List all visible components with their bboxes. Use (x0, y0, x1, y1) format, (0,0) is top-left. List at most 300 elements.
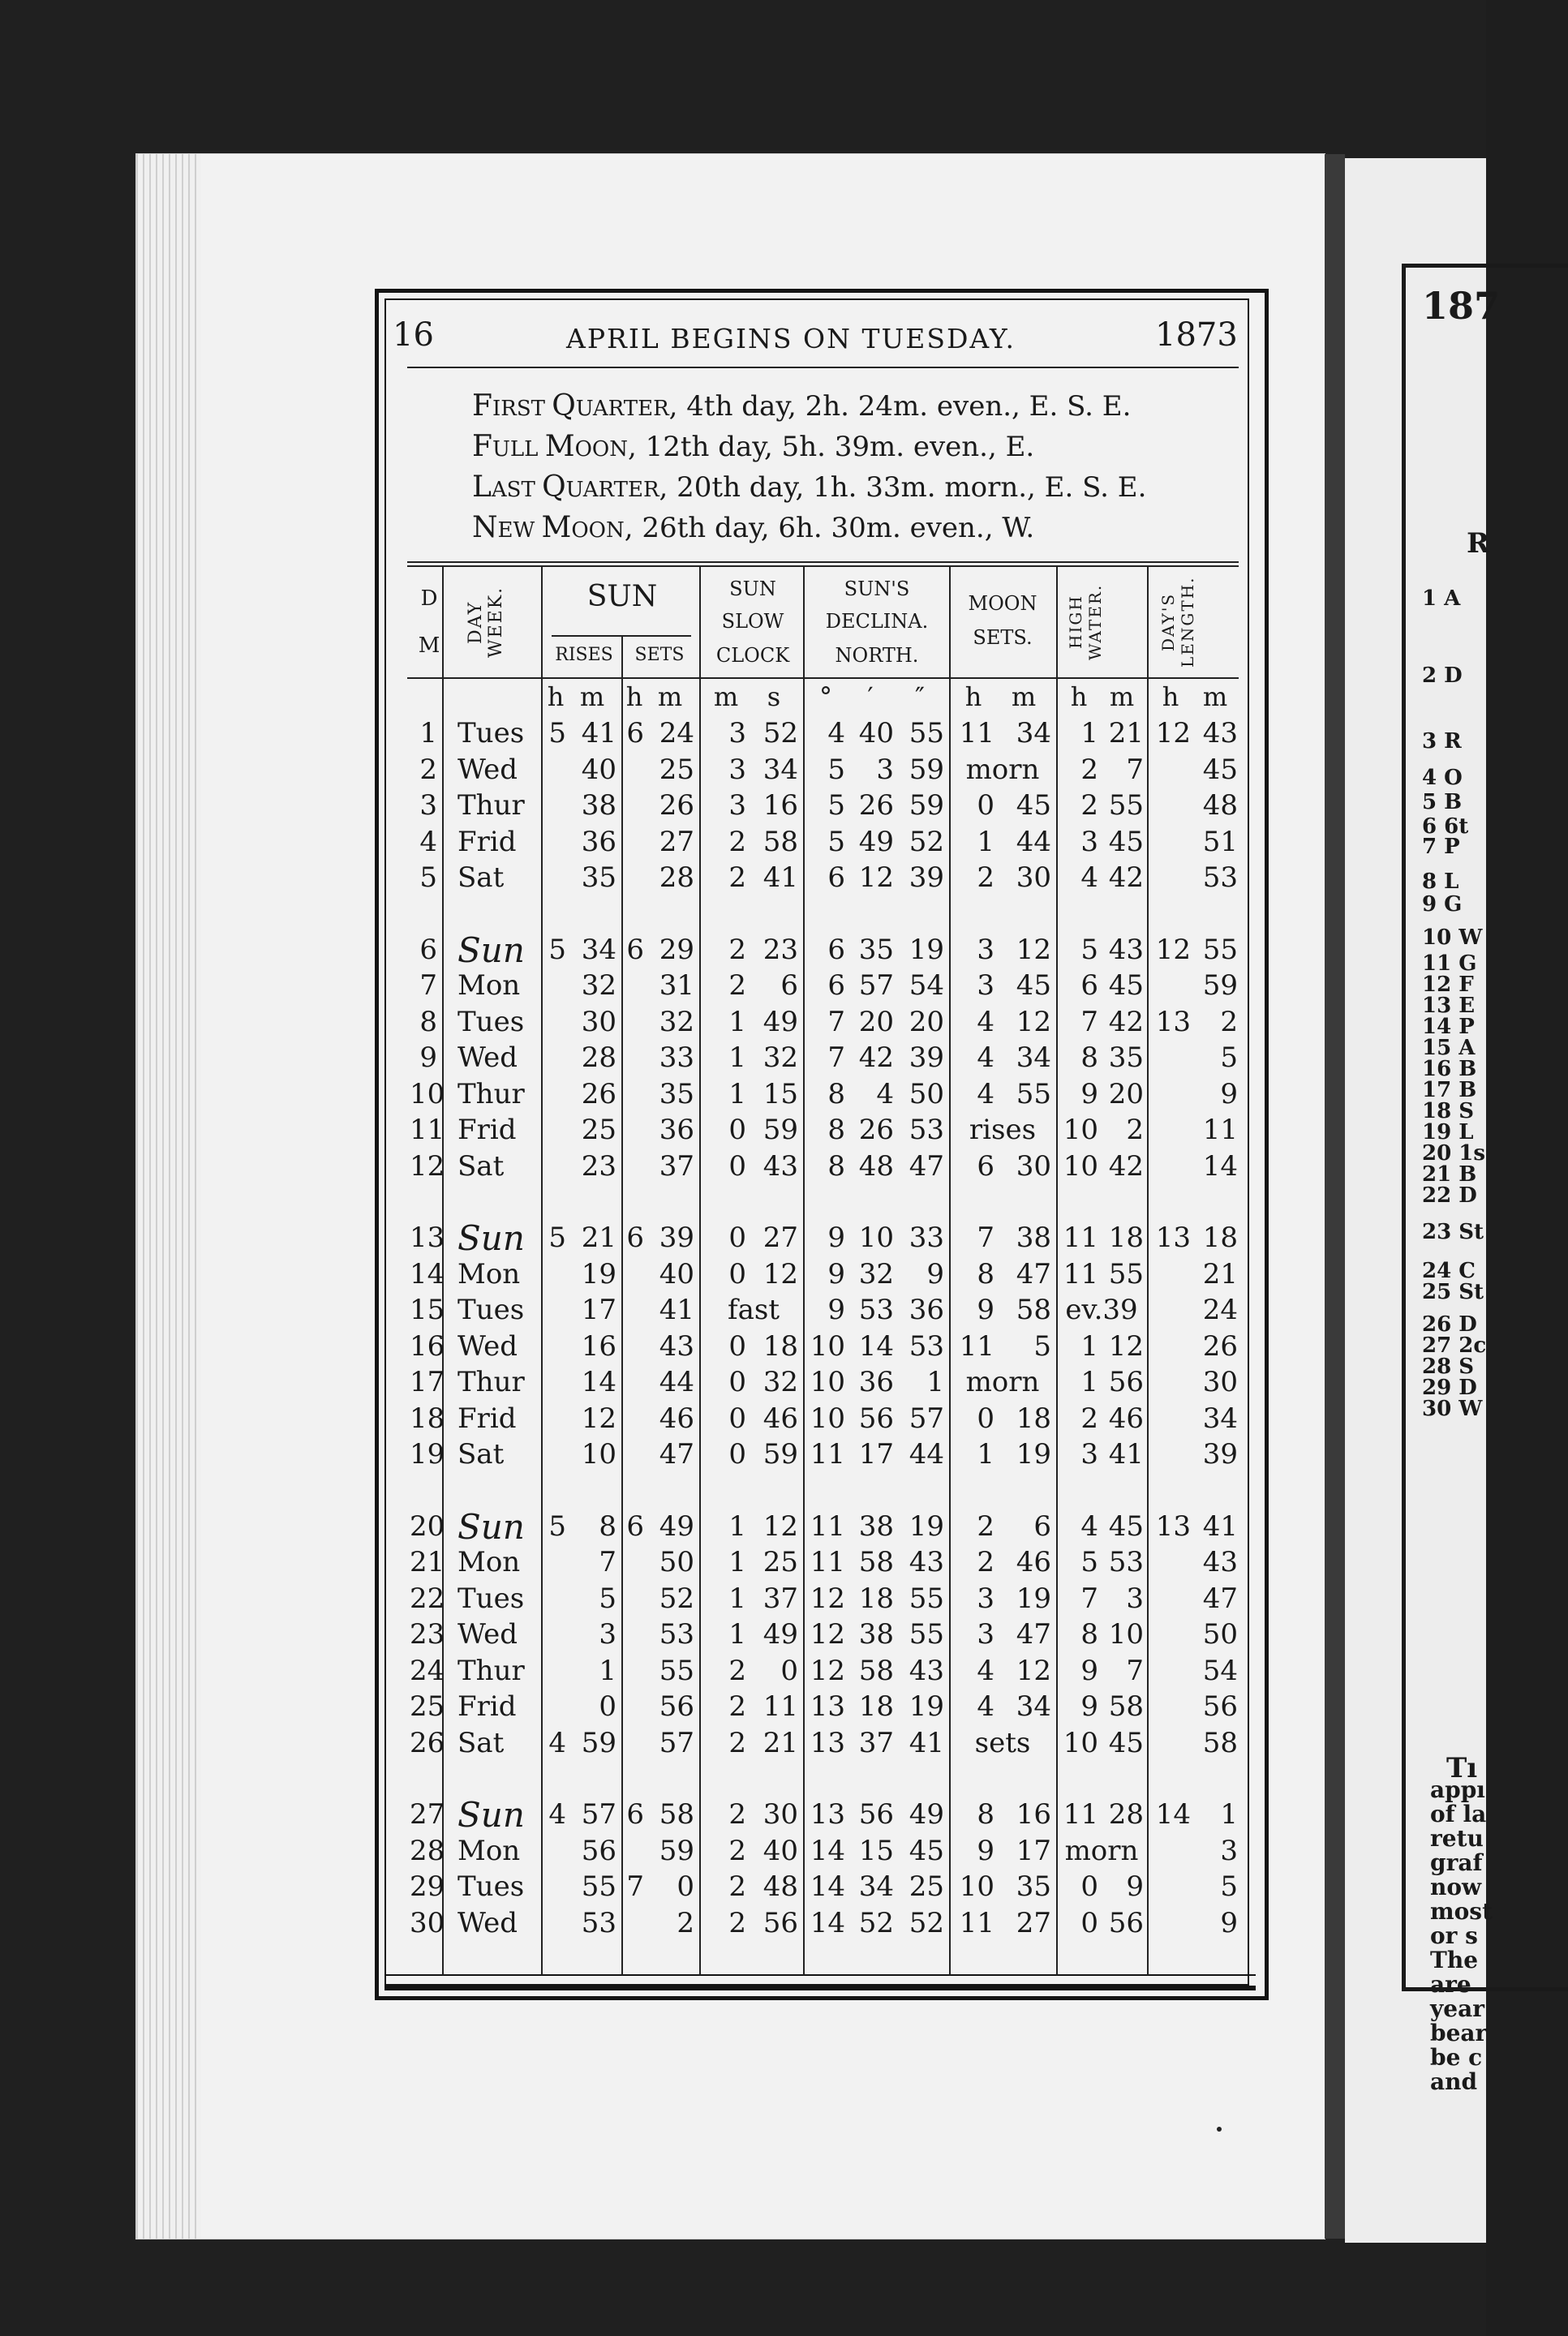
unit-label: ′ (867, 681, 874, 712)
cell-sh: 6 (626, 1222, 644, 1254)
cell-hh: 0 (1080, 1906, 1098, 1939)
cell-rm: 17 (581, 1294, 616, 1326)
next-page-line: 9 G (1422, 892, 1463, 917)
cell-lm: 34 (1202, 1402, 1238, 1435)
cell-ds: 39 (909, 861, 944, 894)
cell-sm: 43 (659, 1329, 694, 1363)
cell-d: 26 (410, 1726, 445, 1759)
col-d: D (420, 586, 438, 611)
moon-phase-name-rest: AST (491, 478, 543, 502)
cell-dm: 49 (858, 825, 894, 858)
cell-dw: Frid (458, 825, 517, 858)
cell-d: 7 (419, 969, 437, 1002)
next-page-para-line: are (1430, 1971, 1471, 1998)
book-gutter (1325, 154, 1345, 2239)
unit-label: m (579, 681, 605, 712)
cell-sm: 56 (659, 1690, 694, 1723)
cell-rm: 57 (581, 1798, 616, 1831)
cell-hm: 42 (1108, 1149, 1144, 1183)
cell-dw: Tues (458, 1582, 525, 1615)
cell-ds: 57 (909, 1402, 944, 1435)
cell-rm: 19 (581, 1257, 616, 1290)
vline-clock (803, 565, 805, 1975)
cell-dd: 7 (827, 1041, 845, 1074)
cell-cm: 0 (728, 1366, 746, 1398)
cell-d: 16 (410, 1329, 445, 1363)
cell-hh: 1 (1080, 1366, 1098, 1398)
cell-mh: 0 (977, 789, 994, 822)
cell-cm: fast (728, 1294, 780, 1326)
col-days-length: DAY'S LENGTH. (1158, 576, 1197, 668)
cell-dw: Sat (458, 1149, 505, 1183)
vline-decl (949, 565, 951, 1975)
cell-dd: 9 (827, 1294, 845, 1326)
cell-rm: 28 (581, 1041, 616, 1074)
cell-lm: 1 (1220, 1798, 1238, 1831)
cell-sm: 31 (659, 969, 694, 1002)
cell-ds: 19 (909, 1690, 944, 1723)
cell-rm: 40 (581, 753, 616, 786)
cell-cm: 3 (728, 717, 746, 749)
cell-cm: 0 (728, 1438, 746, 1471)
cell-cm: 2 (728, 1798, 746, 1831)
cell-mh: 9 (977, 1834, 994, 1867)
unit-label: h (964, 681, 982, 712)
cell-sm: 39 (659, 1222, 694, 1254)
moon-phase-name-rest: IRST (492, 397, 552, 421)
cell-rm: 12 (581, 1402, 616, 1435)
cell-rm: 35 (581, 861, 616, 894)
cell-dd: 11 (810, 1438, 845, 1471)
unit-label: h (1070, 681, 1088, 712)
cell-dm: 52 (858, 1906, 894, 1939)
cell-d: 2 (419, 753, 437, 786)
cell-hh: 3 (1080, 825, 1098, 858)
cell-lh: 12 (1155, 717, 1191, 749)
cell-lm: 48 (1202, 789, 1238, 822)
cell-dw: Thur (458, 1077, 525, 1110)
cell-hh: 1 (1080, 717, 1098, 749)
next-page-para-line: of la (1430, 1801, 1487, 1827)
cell-lm: 18 (1202, 1222, 1238, 1254)
cell-mm: 44 (1016, 825, 1051, 858)
cell-mh: 4 (977, 1005, 994, 1038)
cell-hm: 55 (1108, 1257, 1144, 1290)
cell-rm: 3 (599, 1618, 616, 1651)
cell-hh: 10 (1063, 1726, 1098, 1759)
next-page-line: 13 E (1422, 994, 1476, 1018)
cell-mm: 47 (1016, 1257, 1051, 1290)
col-day-week: DAY WEEK. (466, 586, 506, 659)
next-page-para-line: now (1430, 1874, 1482, 1900)
cell-lh: 12 (1155, 933, 1191, 966)
cell-cm: 1 (728, 1582, 746, 1615)
cell-rh: 4 (548, 1798, 566, 1831)
moon-phase-detail: , 4th day, 2h. 24m. even., E. S. E. (668, 390, 1132, 423)
cell-hh: 5 (1080, 1546, 1098, 1578)
cell-dw: Thur (458, 789, 525, 822)
moon-phase-name-cap2: M (541, 511, 572, 544)
cell-rm: 14 (581, 1366, 616, 1398)
cell-hh: 0 (1080, 1870, 1098, 1903)
cell-dm: 20 (858, 1005, 894, 1038)
cell-mh: 3 (977, 969, 994, 1002)
cell-dw: Mon (458, 1546, 521, 1578)
cell-mh: morn (965, 753, 1040, 786)
cell-dm: 3 (876, 753, 894, 786)
cell-cm: 0 (728, 1149, 746, 1183)
col-decl-1: SUN'S (844, 578, 910, 600)
cell-hm: 10 (1108, 1618, 1144, 1651)
next-page-line: 15 A (1422, 1036, 1476, 1060)
cell-d: 19 (410, 1438, 445, 1471)
page-title: APRIL BEGINS ON TUESDAY. (566, 323, 1016, 354)
cell-dw: Sun (458, 1506, 525, 1547)
cell-rm: 8 (599, 1509, 616, 1543)
cell-sm: 33 (659, 1041, 694, 1074)
col-rises: RISES (555, 645, 613, 665)
cell-dd: 5 (827, 789, 845, 822)
cell-d: 30 (410, 1906, 445, 1939)
cell-cs: 37 (763, 1582, 798, 1615)
cell-cs: 15 (763, 1077, 798, 1110)
cell-cs: 11 (763, 1690, 798, 1723)
cell-d: 25 (410, 1690, 445, 1723)
cell-dm: 56 (858, 1798, 894, 1831)
cell-lm: 2 (1220, 1005, 1238, 1038)
cell-dm: 40 (858, 717, 894, 749)
cell-d: 13 (410, 1222, 445, 1254)
cell-cs: 32 (763, 1041, 798, 1074)
cell-sm: 59 (659, 1834, 694, 1867)
cell-ds: 9 (926, 1257, 944, 1290)
cell-cm: 0 (728, 1222, 746, 1254)
cell-hm: 45 (1108, 1509, 1144, 1543)
cell-dm: 26 (858, 1114, 894, 1146)
cell-dd: 10 (810, 1329, 845, 1363)
cell-lm: 14 (1202, 1149, 1238, 1183)
next-page-line: 8 L (1422, 870, 1459, 894)
cell-hh: ev.39 (1065, 1294, 1138, 1326)
cell-cs: 34 (763, 753, 798, 786)
cell-hm: 45 (1108, 825, 1144, 858)
vline-sets (699, 565, 701, 1975)
cell-hm: 21 (1108, 717, 1144, 749)
cell-ds: 19 (909, 1509, 944, 1543)
cell-cs: 23 (763, 933, 798, 966)
cell-rh: 5 (548, 1509, 566, 1543)
cell-cs: 30 (763, 1798, 798, 1831)
cell-mm: 55 (1016, 1077, 1051, 1110)
next-page-para-line: or s (1430, 1922, 1478, 1949)
cell-d: 17 (410, 1366, 445, 1398)
cell-hm: 58 (1108, 1690, 1144, 1723)
cell-cm: 3 (728, 789, 746, 822)
cell-mh: 8 (977, 1257, 994, 1290)
cell-dm: 38 (858, 1618, 894, 1651)
cell-dw: Thur (458, 1654, 525, 1687)
cell-mh: 4 (977, 1654, 994, 1687)
cell-hm: 7 (1126, 1654, 1144, 1687)
moon-phase-name-rest2: OON (571, 518, 625, 543)
cell-mh: 2 (977, 1546, 994, 1578)
cell-ds: 55 (909, 717, 944, 749)
cell-cs: 43 (763, 1149, 798, 1183)
cell-hm: 42 (1108, 861, 1144, 894)
cell-mm: 19 (1016, 1582, 1051, 1615)
cell-hh: 11 (1063, 1798, 1098, 1831)
next-page-line: R (1467, 527, 1490, 560)
cell-ds: 25 (909, 1870, 944, 1903)
cell-dd: 7 (827, 1005, 845, 1038)
cell-dd: 10 (810, 1402, 845, 1435)
cell-cm: 2 (728, 1870, 746, 1903)
cell-hm: 18 (1108, 1222, 1144, 1254)
cell-hh: 4 (1080, 861, 1098, 894)
cell-sm: 53 (659, 1618, 694, 1651)
col-high-water: HIGH WATER. (1066, 583, 1105, 661)
cell-dm: 58 (858, 1546, 894, 1578)
next-page-line: 22 D (1422, 1183, 1477, 1208)
cell-rh: 4 (548, 1726, 566, 1759)
cell-dd: 6 (827, 969, 845, 1002)
cell-d: 10 (410, 1077, 445, 1110)
cell-lm: 39 (1202, 1438, 1238, 1471)
cell-sm: 40 (659, 1257, 694, 1290)
cell-mh: 0 (977, 1402, 994, 1435)
cell-sm: 47 (659, 1438, 694, 1471)
cell-cs: 27 (763, 1222, 798, 1254)
unit-label: m (713, 681, 739, 712)
cell-dd: 5 (827, 753, 845, 786)
cell-cm: 2 (728, 825, 746, 858)
cell-cm: 2 (728, 1906, 746, 1939)
next-page-line: 30 W (1422, 1397, 1483, 1421)
cell-cs: 52 (763, 717, 798, 749)
cell-mm: 45 (1016, 789, 1051, 822)
cell-cs: 56 (763, 1906, 798, 1939)
cell-ds: 39 (909, 1041, 944, 1074)
cell-mh: 8 (977, 1798, 994, 1831)
unit-label: ″ (915, 681, 925, 712)
cell-sm: 52 (659, 1582, 694, 1615)
cell-mh: 4 (977, 1077, 994, 1110)
cell-hm: 45 (1108, 969, 1144, 1002)
cell-cm: 2 (728, 969, 746, 1002)
sun-subrule (552, 635, 691, 637)
cell-dw: Frid (458, 1114, 517, 1146)
cell-ds: 45 (909, 1834, 944, 1867)
cell-mh: morn (965, 1366, 1040, 1398)
cell-cs: 21 (763, 1726, 798, 1759)
next-page-line: 24 C (1422, 1259, 1476, 1283)
moon-phase-line (472, 389, 1131, 423)
cell-rm: 21 (581, 1222, 616, 1254)
cell-d: 15 (410, 1294, 445, 1326)
cell-mm: 5 (1033, 1329, 1051, 1363)
cell-lh: 13 (1155, 1222, 1191, 1254)
unit-label: h (1162, 681, 1179, 712)
cell-d: 18 (410, 1402, 445, 1435)
next-page-line: 18 S (1422, 1099, 1475, 1123)
cell-cm: 1 (728, 1077, 746, 1110)
cell-cs: 16 (763, 789, 798, 822)
col-decl-3: NORTH. (835, 644, 919, 667)
cell-cs: 40 (763, 1834, 798, 1867)
cell-mh: 2 (977, 861, 994, 894)
cell-cs: 32 (763, 1366, 798, 1398)
col-sun-slow-2: SLOW (721, 610, 784, 633)
cell-dw: Wed (458, 1618, 518, 1651)
cell-cm: 2 (728, 1690, 746, 1723)
cell-hh: 11 (1063, 1222, 1098, 1254)
cell-dw: Sun (458, 930, 525, 970)
cell-dm: 4 (876, 1077, 894, 1110)
cell-sm: 27 (659, 825, 694, 858)
cell-rm: 25 (581, 1114, 616, 1146)
cell-hm: 43 (1108, 933, 1144, 966)
cell-hh: 5 (1080, 933, 1098, 966)
cell-dm: 12 (858, 861, 894, 894)
cell-mh: 3 (977, 1582, 994, 1615)
cell-dm: 36 (858, 1366, 894, 1398)
vline-hw (1147, 565, 1149, 1975)
cell-cm: 2 (728, 1726, 746, 1759)
header-bottom-rule (407, 677, 1239, 679)
cell-rm: 7 (599, 1546, 616, 1578)
cell-mm: 27 (1016, 1906, 1051, 1939)
unit-label: s (767, 681, 781, 712)
cell-dm: 35 (858, 933, 894, 966)
cell-rm: 26 (581, 1077, 616, 1110)
cell-ds: 53 (909, 1329, 944, 1363)
cell-lm: 24 (1202, 1294, 1238, 1326)
cell-dd: 12 (810, 1618, 845, 1651)
cell-cs: 12 (763, 1509, 798, 1543)
page-speck (1217, 2127, 1222, 2132)
moon-phase-name-cap: N (472, 511, 498, 544)
cell-mh: 1 (977, 1438, 994, 1471)
cell-cs: 48 (763, 1870, 798, 1903)
cell-dm: 38 (858, 1509, 894, 1543)
cell-lm: 53 (1202, 861, 1238, 894)
cell-lm: 21 (1202, 1257, 1238, 1290)
cell-rm: 41 (581, 717, 616, 749)
cell-ds: 43 (909, 1654, 944, 1687)
next-page-year: 187 (1422, 284, 1501, 328)
cell-rh: 5 (548, 717, 566, 749)
cell-d: 27 (410, 1798, 445, 1831)
cell-rm: 34 (581, 933, 616, 966)
cell-sm: 50 (659, 1546, 694, 1578)
moon-phase-name-cap2: Q (542, 470, 566, 504)
cell-dd: 10 (810, 1366, 845, 1398)
cell-lm: 43 (1202, 717, 1238, 749)
cell-d: 28 (410, 1834, 445, 1867)
cell-hm: 35 (1108, 1041, 1144, 1074)
cell-dw: Tues (458, 717, 525, 749)
cell-cm: 1 (728, 1509, 746, 1543)
cell-dw: Tues (458, 1870, 525, 1903)
unit-label: ° (819, 681, 832, 712)
cell-dm: 26 (858, 789, 894, 822)
cell-mh: 7 (977, 1222, 994, 1254)
cell-ds: 55 (909, 1618, 944, 1651)
cell-lm: 45 (1202, 753, 1238, 786)
cell-ds: 59 (909, 789, 944, 822)
cell-hh: 2 (1080, 1402, 1098, 1435)
cell-hh: 10 (1063, 1114, 1098, 1146)
next-page-line: 3 R (1422, 729, 1462, 754)
cell-hm: 3 (1126, 1582, 1144, 1615)
header-rule (407, 367, 1239, 368)
next-page-line: 16 B (1422, 1057, 1477, 1081)
unit-label: h (625, 681, 643, 712)
cell-sm: 41 (659, 1294, 694, 1326)
next-page-line: 6 6t (1422, 814, 1469, 839)
cell-dm: 18 (858, 1690, 894, 1723)
cell-cs: 49 (763, 1618, 798, 1651)
cell-rm: 16 (581, 1329, 616, 1363)
cell-cs: 46 (763, 1402, 798, 1435)
cell-dw: Wed (458, 1906, 518, 1939)
cell-ds: 43 (909, 1546, 944, 1578)
cell-cm: 1 (728, 1546, 746, 1578)
cell-dd: 13 (810, 1798, 845, 1831)
cell-dw: Sun (458, 1795, 525, 1835)
cell-mm: 38 (1016, 1222, 1051, 1254)
cell-hm: 53 (1108, 1546, 1144, 1578)
next-page-para-line: bear (1430, 2020, 1488, 2046)
cell-cs: 0 (780, 1654, 798, 1687)
cell-ds: 19 (909, 933, 944, 966)
next-page-line: 23 St (1422, 1220, 1484, 1244)
cell-sh: 7 (626, 1870, 644, 1903)
cell-lm: 56 (1202, 1690, 1238, 1723)
cell-sm: 26 (659, 789, 694, 822)
cell-cm: 2 (728, 1834, 746, 1867)
next-page-para-line: The (1430, 1947, 1479, 1973)
cell-mm: 30 (1016, 861, 1051, 894)
moon-phase-line (472, 430, 1034, 463)
cell-dw: Frid (458, 1690, 517, 1723)
cell-d: 23 (410, 1618, 445, 1651)
moon-phase-detail: , 20th day, 1h. 33m. morn., E. S. E. (659, 471, 1147, 504)
cell-mh: 3 (977, 933, 994, 966)
col-sun-slow-1: SUN (729, 578, 776, 600)
cell-dd: 8 (827, 1149, 845, 1183)
cell-cm: 1 (728, 1005, 746, 1038)
cell-hh: 8 (1080, 1618, 1098, 1651)
cell-dm: 14 (858, 1329, 894, 1363)
cell-hh: 9 (1080, 1690, 1098, 1723)
page-edges (136, 154, 201, 2239)
cell-dw: Sat (458, 861, 505, 894)
moon-phase-name-rest2: OON (574, 437, 628, 462)
cell-rm: 36 (581, 825, 616, 858)
cell-mh: 11 (959, 717, 994, 749)
cell-dw: Mon (458, 1834, 521, 1867)
cell-dw: Wed (458, 753, 518, 786)
moon-phase-name-rest2: UARTER (575, 397, 669, 421)
cell-mm: 18 (1016, 1402, 1051, 1435)
cell-lm: 3 (1220, 1834, 1238, 1867)
cell-sm: 28 (659, 861, 694, 894)
cell-hm: 7 (1126, 753, 1144, 786)
cell-hm: 45 (1108, 1726, 1144, 1759)
cell-sm: 29 (659, 933, 694, 966)
cell-hm: 28 (1108, 1798, 1144, 1831)
